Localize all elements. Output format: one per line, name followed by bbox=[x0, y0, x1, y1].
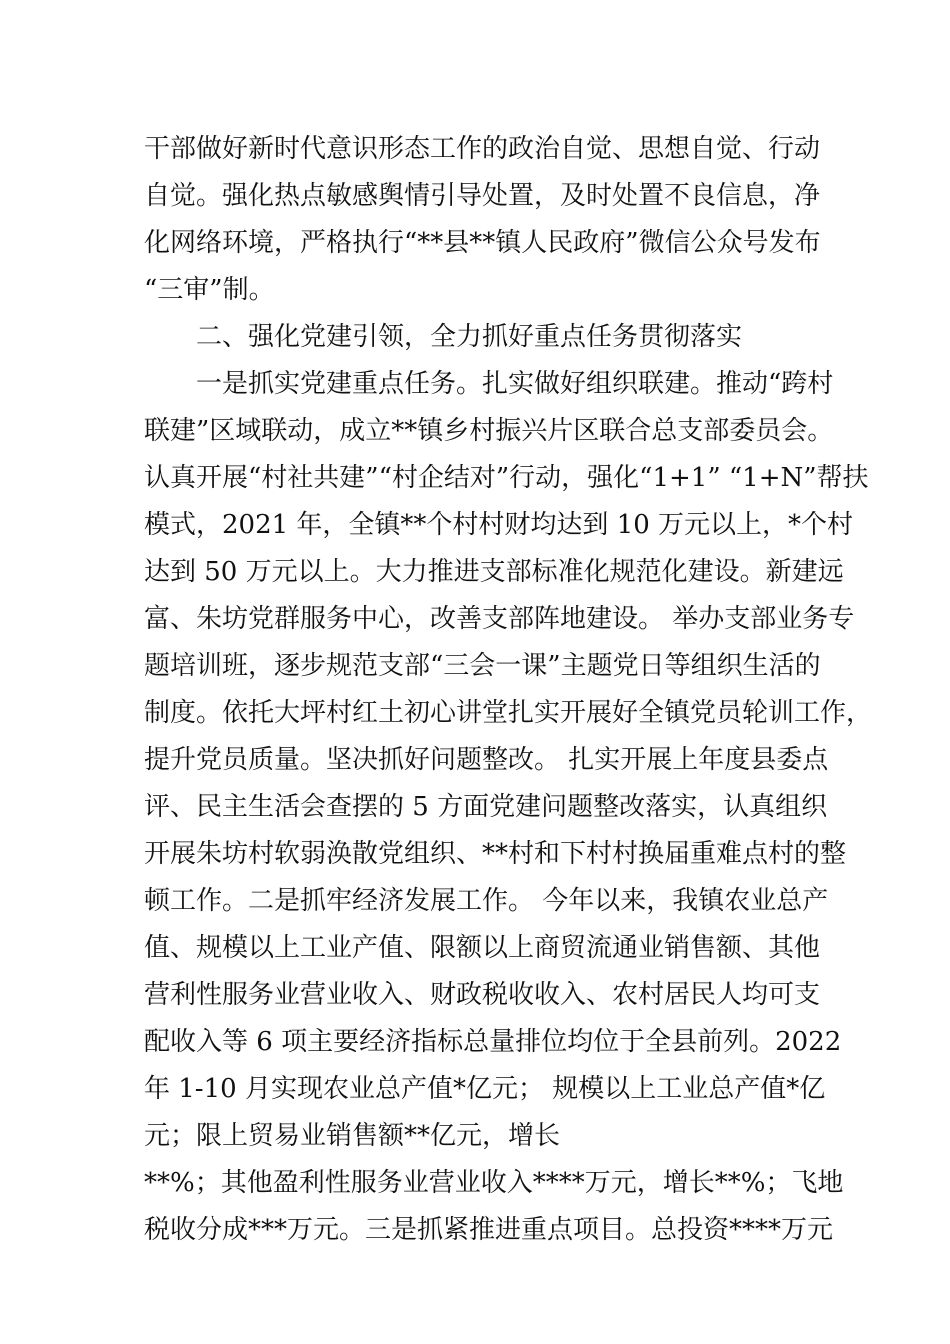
text-line: 自觉。强化热点敏感舆情引导处置，及时处置不良信息，净 bbox=[144, 181, 821, 211]
text-line: 值、规模以上工业产值、限额以上商贸流通业销售额、其他 bbox=[144, 933, 821, 963]
text-line: 提升党员质量。坚决抓好问题整改。 扎实开展上年度县委点 bbox=[144, 745, 829, 775]
text-line: 达到 50 万元以上。大力推进支部标准化规范化建设。新建远 bbox=[144, 557, 844, 587]
text-line: 认真开展“村社共建”“村企结对”行动，强化“1+1” “1+N”帮扶 bbox=[144, 463, 869, 493]
text-line: 化网络环境，严格执行“**县**镇人民政府”微信公众号发布 bbox=[144, 228, 821, 258]
text-line: 题培训班，逐步规范支部“三会一课”主题党日等组织生活的 bbox=[144, 651, 821, 681]
text-line: **%；其他盈利性服务业营业收入****万元，增长**%；飞地 bbox=[144, 1168, 844, 1198]
text-line: “三审”制。 bbox=[144, 275, 275, 305]
text-line: 开展朱坊村软弱涣散党组织、**村和下村村换届重难点村的整 bbox=[144, 839, 847, 869]
body-text bbox=[144, 126, 873, 1254]
text-line: 制度。依托大坪村红土初心讲堂扎实开展好全镇党员轮训工作， bbox=[144, 698, 873, 728]
text-line: 年 1-10 月实现农业总产值*亿元； 规模以上工业总产值*亿 bbox=[144, 1074, 826, 1104]
text-line: 配收入等 6 项主要经济指标总量排位均位于全县前列。2022 bbox=[144, 1027, 842, 1057]
text-line: 评、民主生活会查摆的 5 方面党建问题整改落实，认真组织 bbox=[144, 792, 828, 822]
text-line: 一是抓实党建重点任务。扎实做好组织联建。推动“跨村 bbox=[144, 369, 834, 399]
section-heading: 二、强化党建引领，全力抓好重点任务贯彻落实 bbox=[144, 322, 743, 352]
text-line: 顿工作。二是抓牢经济发展工作。 今年以来，我镇农业总产 bbox=[144, 886, 829, 916]
text-line: 模式，2021 年，全镇**个村村财均达到 10 万元以上，*个村 bbox=[144, 510, 854, 540]
text-line: 元；限上贸易业销售额**亿元，增长 bbox=[144, 1121, 561, 1151]
text-line: 富、朱坊党群服务中心，改善支部阵地建设。 举办支部业务专 bbox=[144, 604, 855, 634]
text-line: 联建”区域联动，成立**镇乡村振兴片区联合总支部委员会。 bbox=[144, 416, 834, 446]
text-line: 营利性服务业营业收入、财政税收收入、农村居民人均可支 bbox=[144, 980, 821, 1010]
text-line: 干部做好新时代意识形态工作的政治自觉、思想自觉、行动 bbox=[144, 134, 821, 164]
text-line: 税收分成***万元。三是抓紧推进重点项目。总投资****万元 bbox=[144, 1215, 834, 1245]
